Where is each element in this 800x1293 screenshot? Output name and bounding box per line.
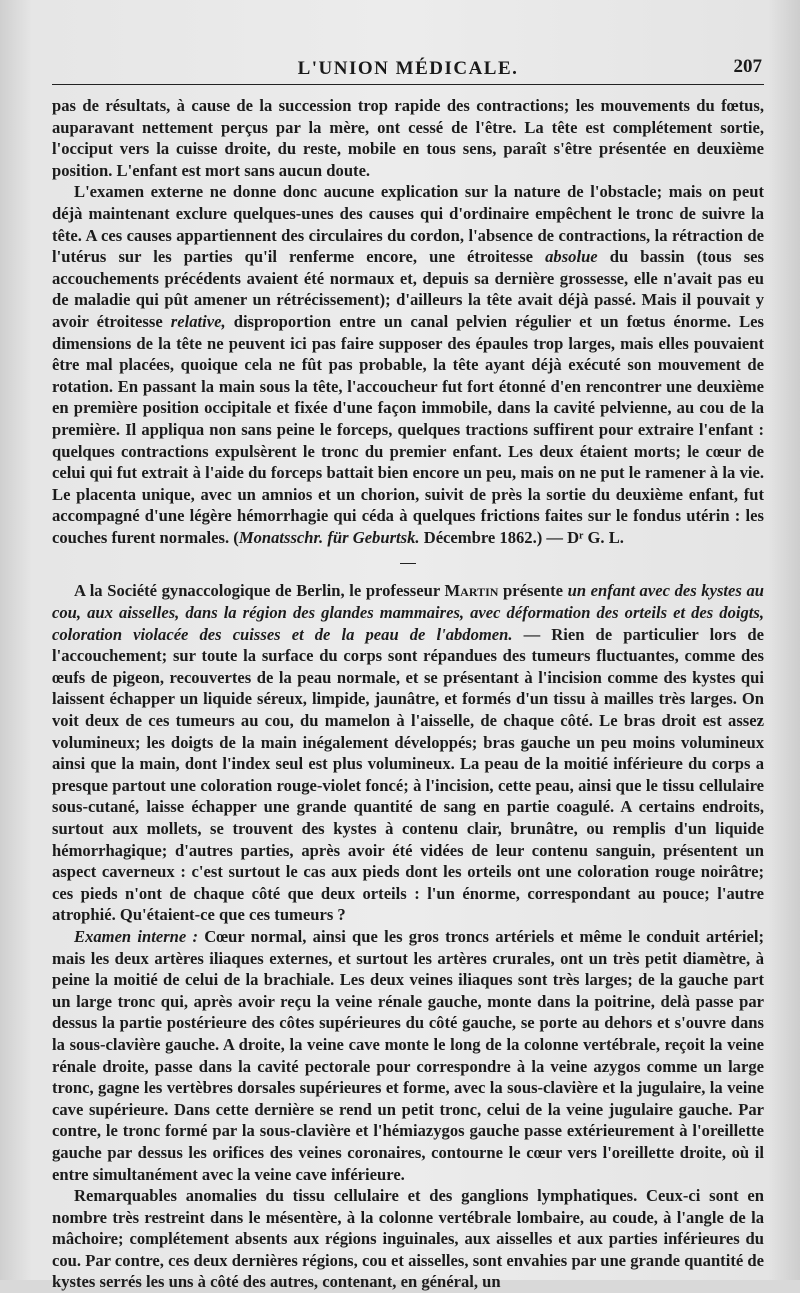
paragraph-4-text: Cœur normal, ainsi que les gros troncs artériels et même le conduit artériel; mais les deux artères iliaques externes, et surtout les artères crurales, ont un très petit diamètre, à peine la moitié de celui de la brachiale. Les deux veines iliaques sont très larges; de la gauche part un large tronc qui, après avoir reçu la veine rénale gauche, monte dans la poitrine, delà passe par dessus la partie postérieure des côtes supérieures du côté gauche, se porte au dehors et s'ouvre dans la sous-clavière gauche. A droite, la veine cave monte le long de la colonne vertébrale, reçoit la veine rénale droite, passe dans la cavité pectorale pour correspondre à la veine azygos comme un large tronc, gagne les vertèbres dorsales supérieures et forme, avec la sous-clavière et la jugulaire, la veine cave supérieure. Dans cette dernière se rend un petit tronc, celui de la veine jugulaire gauche. Par contre, le tronc formé par la sous-clavière et l'hémiazygos gauche passe extérieurement à l'oreillette gauche par dessus les orifices des veines coronaires, contourne le cœur vers l'oreillette droite, où il entre simultanément avec la veine cave inférieure. [52,926,764,1184]
paragraph-3-case-title: un enfant avec des kystes au cou, aux aisselles, dans la région des glandes mammaires, avec déformation des orteils et des doigts, coloration violacée des cuisses et de la peau de l'abdomen. [52,581,765,644]
paragraph-3-text-a: A la Société gynaccologique de Berlin, le professeur [74,581,445,601]
paragraph-1: pas de résultats, à cause de la succession trop rapide des contractions; les mouvements du fœtus, auparavant nettement perçus par la mère, ont cessé de l'être. La tête est complétement sortie, l'occiput vers la cuisse droite, du reste, mobile en tous sens, paraît s'être présentée en deuxième position. L'enfant est mort sans aucun doute. [52,96,764,180]
paragraph-2-emph-absolue: absolue [545,247,598,267]
paragraph-3 [52,580,764,926]
separator-dash [400,563,416,564]
paragraph-2-text-g: Décembre 1862.) — Dʳ G. L. [419,527,624,547]
paragraph-4 [52,926,764,1185]
paragraph-2-text-a: L'examen externe ne donne donc aucune explication sur la nature de l'obstacle; mais on peut déjà maintenant exclure quelques-unes des causes qui d'ordinaire empêchent le tronc de suivre la tête. A ces causes appartiennent des circulaires du cordon, l'absence de contractions, la rétraction de l'utérus sur les parties qu'il renferme encore, une étroitesse [52,182,764,267]
paragraph-2-emph-relative: relative, [170,311,226,331]
paragraph-2 [52,181,764,548]
running-title: L'UNION MÉDICALE. [297,58,519,79]
section-separator [52,552,764,574]
paragraph-3-text-d: — Rien de particulier lors de l'accouchement; sur toute la surface du corps sont répandues des tumeurs fluctuantes, comme des œufs de pigeon, recouvertes de la peau normale, et se présentant à l'incision comme des kystes qui laissent échapper un liquide séreux, limpide, jaunâtre, et formés d'un tissu à mailles très larges. On voit deux de ces tumeurs au cou, du mamelon à l'aisselle, de chaque côté. Le bras droit est assez volumineux; les doigts de la main inégalement développés; bras gauche un peu moins volumineux ainsi que la main, dont l'index seul est plus volumineux. La peau de la moitié inférieure du corps a presque partout une coloration rouge-violet foncé; à l'incision, cette peau, ainsi que le tissu cellulaire sous-cutané, laisse échapper une grande quantité de sang en partie coagulé. A certains endroits, surtout aux mollets, se trouvent des kystes à contenu clair, brunâtre, ou remplis d'un liquide hémorrhagique; d'autres parties, après avoir été vidées de leur contenu sanguin, présentent un aspect caverneux : c'est surtout le cas aux pieds dont les orteils ont une coloration rouge noirâtre; ces pieds n'ont de chaque côté que deux orteils : l'un énorme, correspondant au pouce; l'autre atrophié. Qu'étaient-ce que ces tumeurs ? [52,624,764,925]
paragraph-2-text-c: du bassin (tous ses accouchements précédents avaient été normaux et, depuis sa dernière grossesse, elle n'avait pas eu de maladie qui pût amener un rétrécissement); d'ailleurs la tête avait déjà passé. Mais il pouvait y avoir étroitesse [52,247,764,331]
paragraph-2-text-e: disproportion entre un canal pelvien régulier et un fœtus énorme. Les dimensions de la tête ne peuvent ici pas faire supposer des épaules trop larges, mais elles pouvaient être mal placées, quoique cela ne fût pas probable, la tête ayant déjà exécuté son mouvement de rotation. En passant la main sous la tête, l'accoucheur fut fort étonné d'en rencontrer une deuxième en première position occipitale et fixée d'une façon immobile, dans la cavité pelvienne, au cou de la première. Il appliqua non sans peine le forceps, quelques tractions suffirent pour extraire l'enfant : quelques contractions expulsèrent le tronc du premier enfant. Les deux étaient morts; le cœur de celui qui fut extrait à l'aide du forceps battait bien encore un peu, mais on ne put le ramener à la vie. Le placenta unique, avec un amnios et un chorion, suivit de près la sortie du deuxième enfant, fut accompagné d'une légère hémorrhagie qui céda à quelques frictions faites sur le fondus utérin : les couches furent normales. ( [52,311,764,547]
body-text [52,95,764,1293]
paragraph-3-text-b: présente [498,581,568,601]
page-number: 207 [733,56,762,77]
paragraph-2-journal-title: Monatsschr. für Geburtsk. [238,527,420,547]
paragraph-4-heading: Examen interne : [74,926,198,946]
paragraph-3-author-name: Martin [444,581,499,601]
paragraph-5: Remarquables anomalies du tissu cellulaire et des ganglions lymphatiques. Ceux-ci sont en nombre très restreint dans le mésentère, à la colonne vertébrale lombaire, au coude, à l'angle de la mâchoire; complétement absents aux régions inguinales, aux aisselles et aux parties inférieures du cou. Par contre, ces deux dernières régions, cou et aisselles, sont envahies par une grande quantité de kystes serrés les uns à côté des autres, contenant, en général, un [52,1186,764,1292]
page-header [52,54,764,85]
